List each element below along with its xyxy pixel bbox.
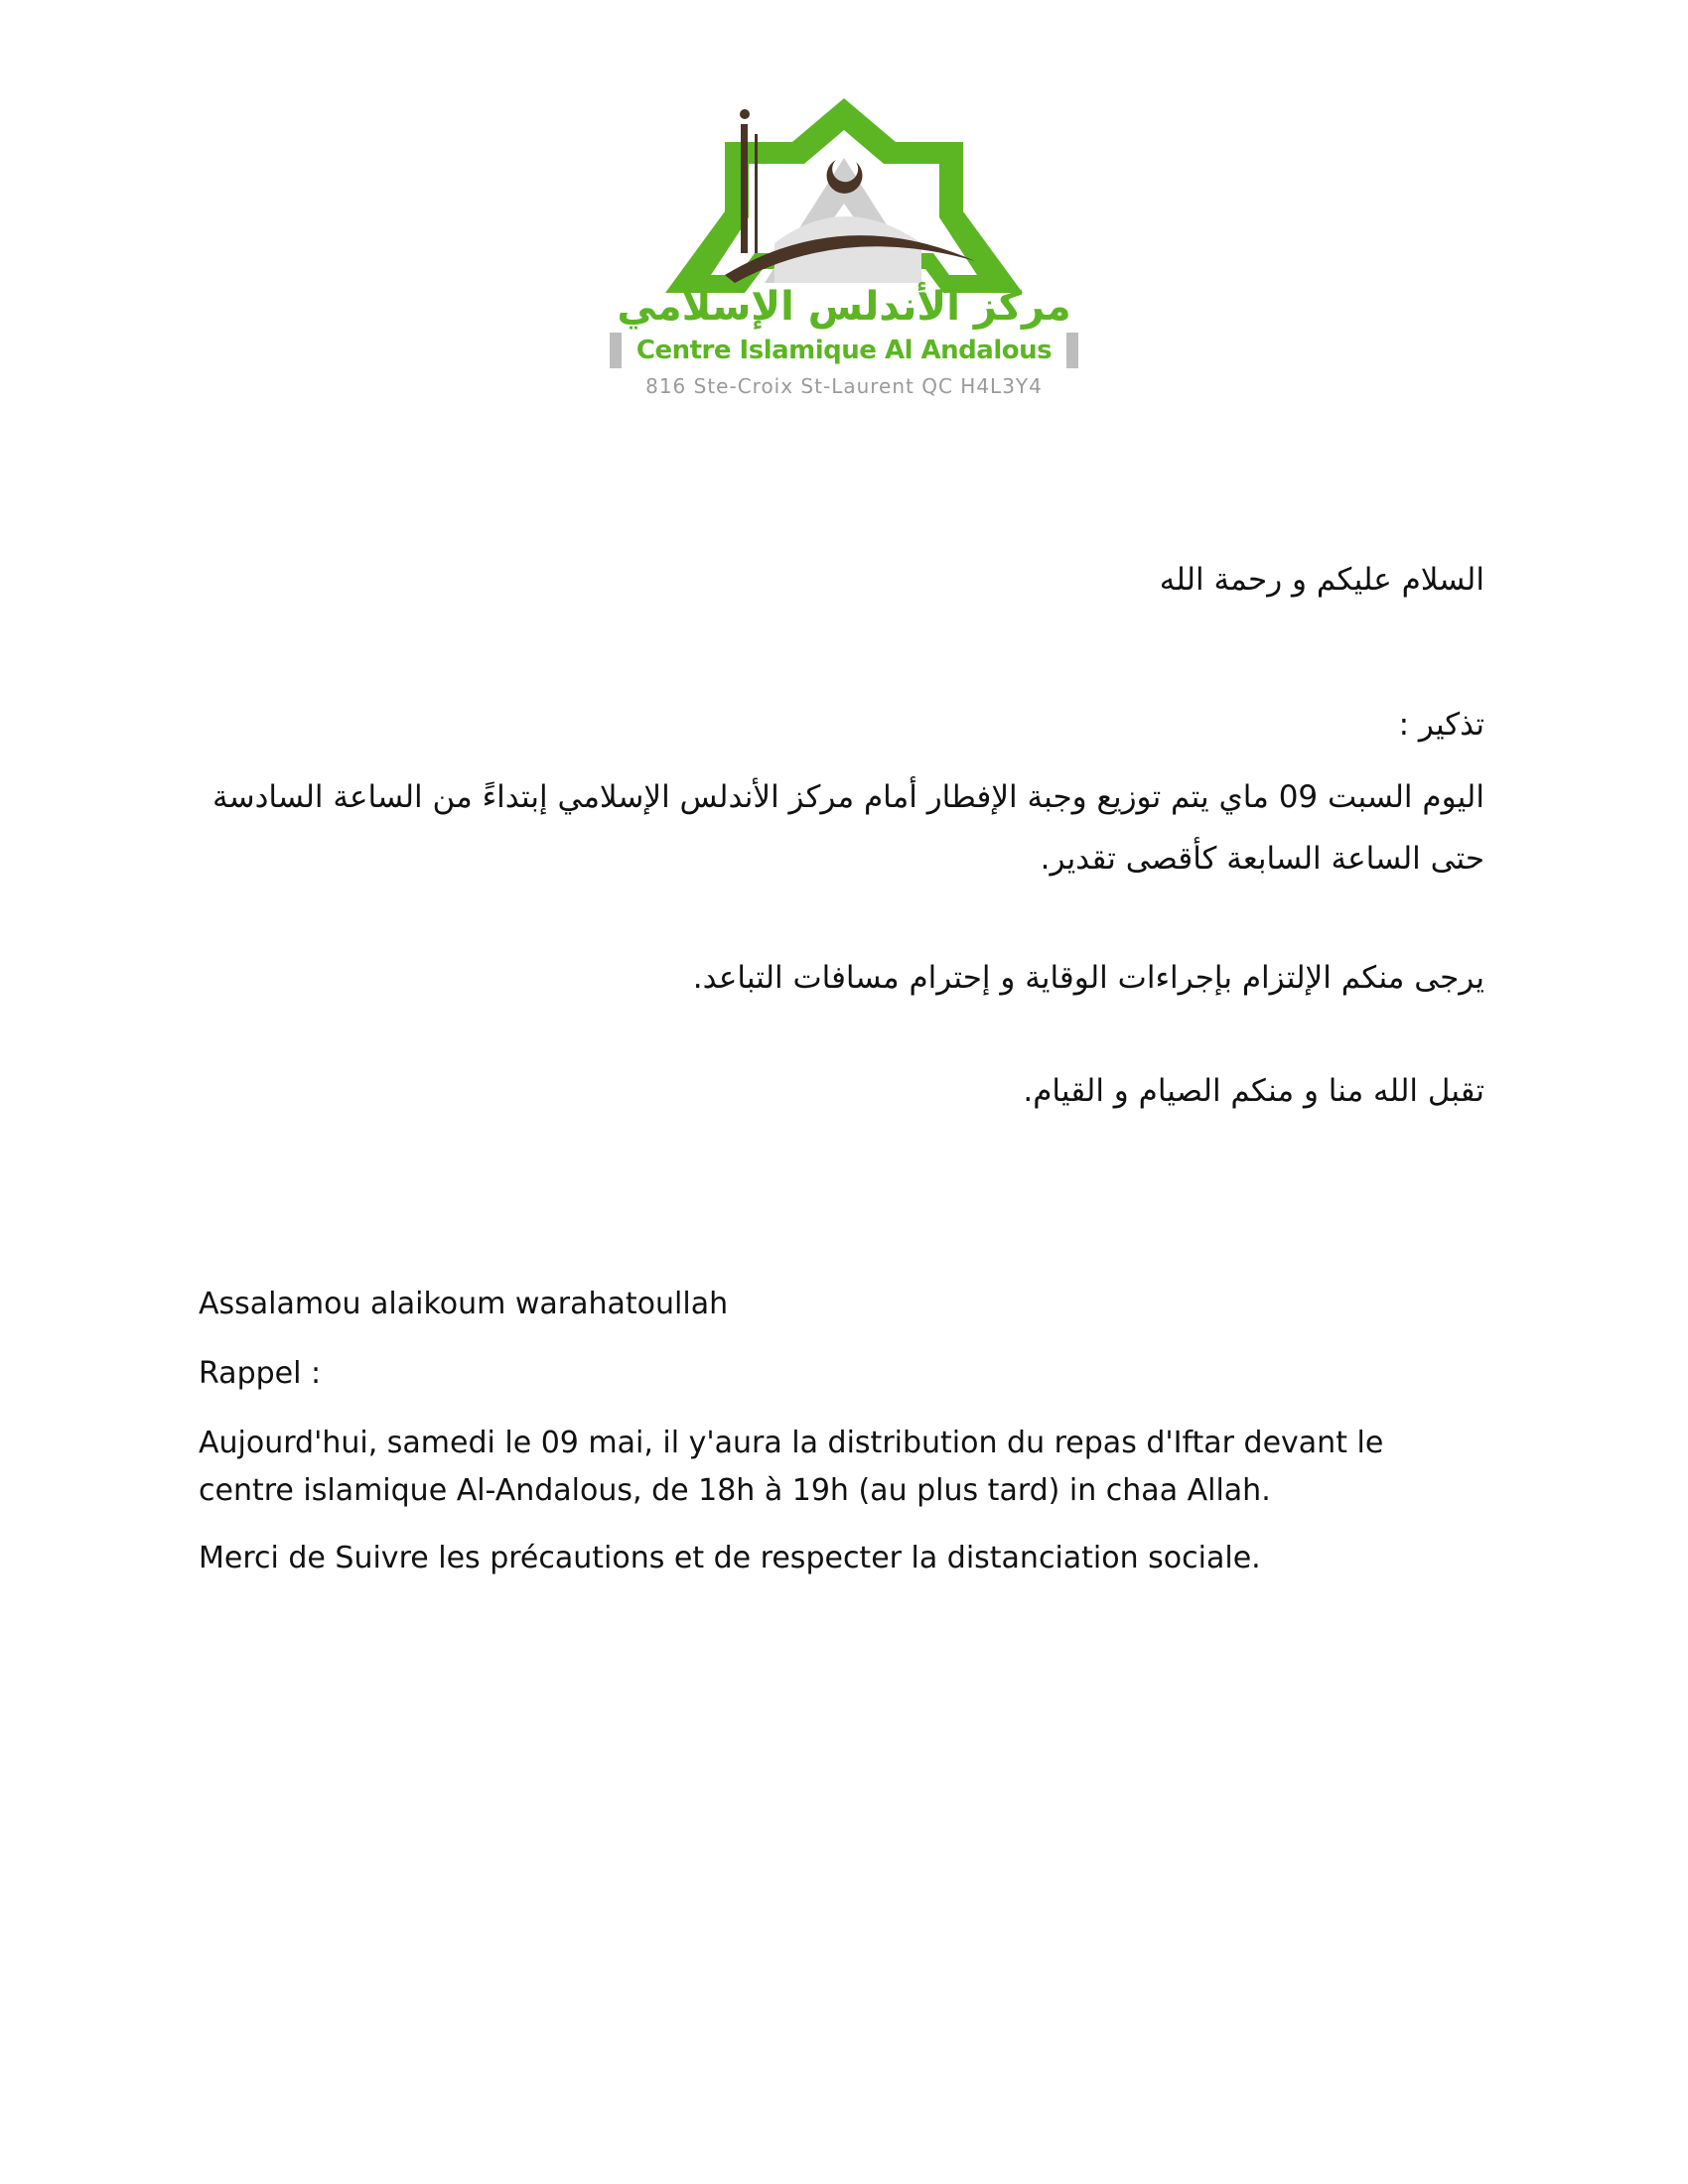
arabic-closing: تقبل الله منا و منكم الصيام و القيام. (1023, 1073, 1484, 1109)
logo-latin-row (606, 333, 1082, 368)
logo-address: 816 Ste-Croix St-Laurent QC H4L3Y4 (645, 374, 1043, 398)
logo-right-bar (1066, 333, 1078, 368)
mosque-emblem-icon (606, 94, 1082, 293)
logo-arabic-name: مركز الأندلس الإسلامي (617, 284, 1071, 330)
centre-logo (606, 94, 1082, 412)
french-reminder-label: Rappel : (199, 1356, 322, 1391)
french-greeting: Assalamou alaikoum warahatoullah (199, 1287, 729, 1321)
arabic-greeting: السلام عليكم و رحمة الله (1159, 562, 1484, 598)
arabic-announcement-body: اليوم السبت 09 ماي يتم توزيع وجبة الإفطار أمام مركز الأندلس الإسلامي إبتداءً من الساعة السادسة حتى الساعة السابعة كأقصى تقدير. (211, 779, 1484, 877)
french-precautions: Merci de Suivre les précautions et de respecter la distanciation sociale. (199, 1541, 1261, 1575)
french-announcement-body: Aujourd'hui, samedi le 09 mai, il y'aura la distribution du repas d'Iftar devant le centre islamique Al-Andalous, de 18h à 19h (au plus tard) in chaa Allah. (199, 1426, 1384, 1508)
logo-latin-name: Centre Islamique Al Andalous (635, 336, 1053, 365)
arabic-reminder-label: تذكير : (1398, 707, 1484, 743)
arabic-precautions: يرجى منكم الإلتزام بإجراءات الوقاية و إحترام مسافات التباعد. (692, 960, 1484, 996)
